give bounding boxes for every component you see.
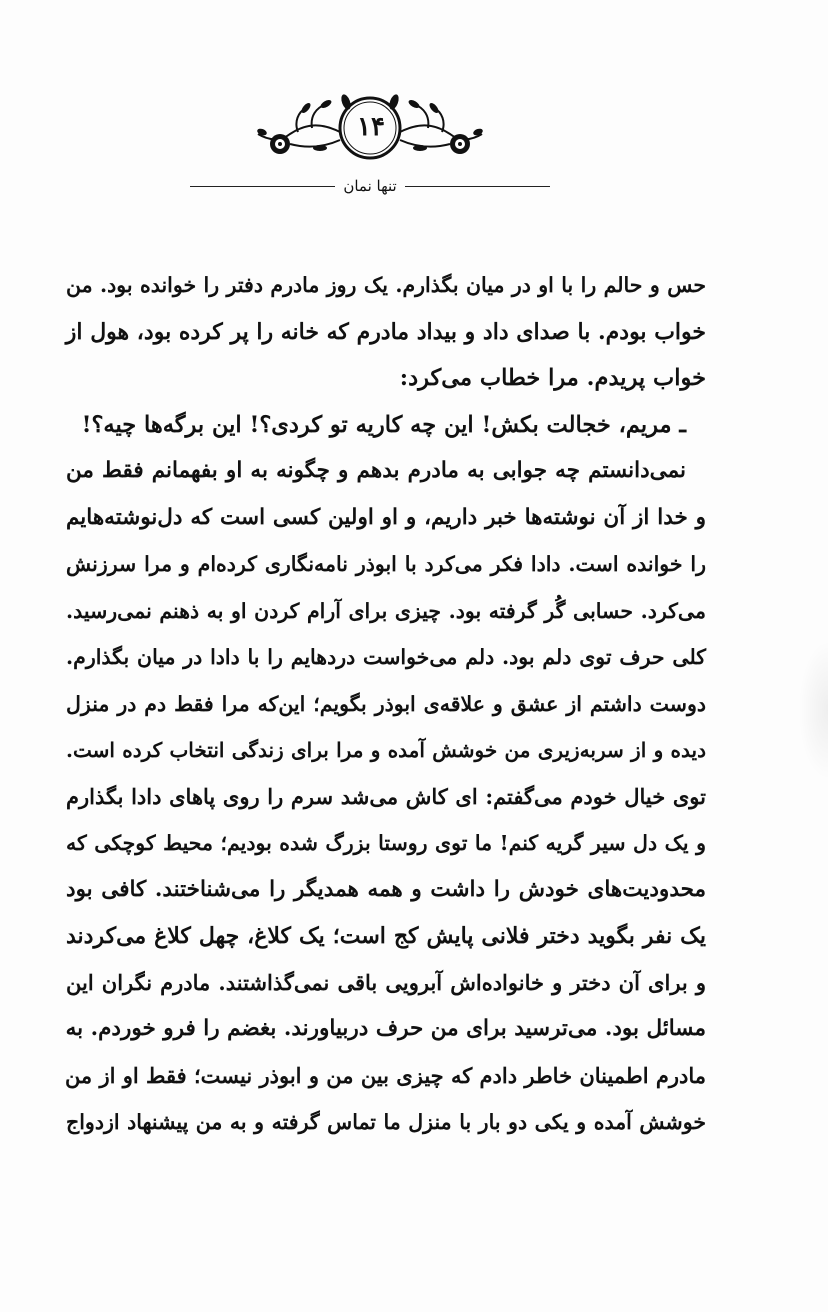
text-line: نمی‌دانستم چه جوابی به مادرم بدهم و چگونه به او بفهمانم فقط من	[66, 458, 686, 483]
text-line: حس و حالم را با او در میان بگذارم. یک روز مادرم دفتر را خوانده بود. من	[66, 273, 706, 297]
running-head	[190, 174, 550, 198]
text-line: و برای آن دختر و خانواده‌اش آبرویی باقی نمی‌گذاشتند. مادرم نگران این	[66, 969, 706, 995]
text-line: دوست داشتم از عشق و علاقه‌ی ابوذر بگویم؛ این‌که مرا فقط دم در منزل	[66, 691, 706, 716]
page-number: ۱۴	[357, 112, 385, 142]
text-line: دیده و از سربه‌زیری من خوشش آمده و مرا برای زندگی انتخاب کرده است.	[66, 738, 706, 762]
running-head-rule-right	[405, 186, 550, 187]
text-line: خواب پریدم. مرا خطاب می‌کرد:	[399, 365, 706, 391]
text-line: را خوانده است. دادا فکر می‌کرد با ابوذر نامه‌نگاری کرده‌ام و مرا سرزنش	[66, 552, 706, 576]
text-line: و خدا از آن نوشته‌ها خبر داریم، و او اولین کسی است که دل‌نوشته‌هایم	[66, 504, 706, 530]
text-line: محدودیت‌های خودش را داشت و همه همدیگر را می‌شناختند. کافی بود	[66, 876, 706, 902]
text-line: مسائل بود. می‌ترسید برای من حرف دربیاورند. بغضم را فرو خوردم. به	[65, 1016, 706, 1041]
text-line: و یک دل سیر گریه کنم! ما توی روستا بزرگ شده بودیم؛ محیط کوچکی که	[66, 831, 706, 855]
text-line: مادرم اطمینان خاطر دادم که چیزی بین من و ابوذر نیست؛ فقط او از من	[64, 1062, 706, 1088]
running-head-title: تنها نمان	[343, 177, 397, 195]
dialogue-line: ـ مریم، خجالت بکش! این چه کاریه تو کردی؟! این برگه‌ها چیه؟!	[81, 411, 686, 438]
text-line: کلی حرف توی دلم بود. دلم می‌خواست دردهایم را با دادا در میان بگذارم.	[66, 645, 706, 669]
text-line: توی خیال خودم می‌گفتم: ای کاش می‌شد سرم را روی پاهای دادا بگذارم	[66, 783, 706, 809]
page-edge-shadow	[798, 640, 828, 780]
text-line: می‌کرد. حسابی گُر گرفته بود. چیزی برای آرام کردن او به ذهنم نمی‌رسید.	[66, 598, 706, 623]
running-head-rule-left	[190, 186, 335, 187]
text-line: خوشش آمده و یکی دو بار با منزل ما تماس گرفته و به من پیشنهاد ازدواج	[66, 1110, 706, 1134]
text-line: یک نفر بگوید دختر فلانی پایش کج است؛ یک کلاغ، چهل کلاغ می‌کردند	[66, 923, 706, 949]
body-text	[66, 262, 706, 1146]
text-line: خواب بودم. با صدای داد و بیداد مادرم که خانه را پر کرده بود، هول از	[65, 318, 706, 345]
